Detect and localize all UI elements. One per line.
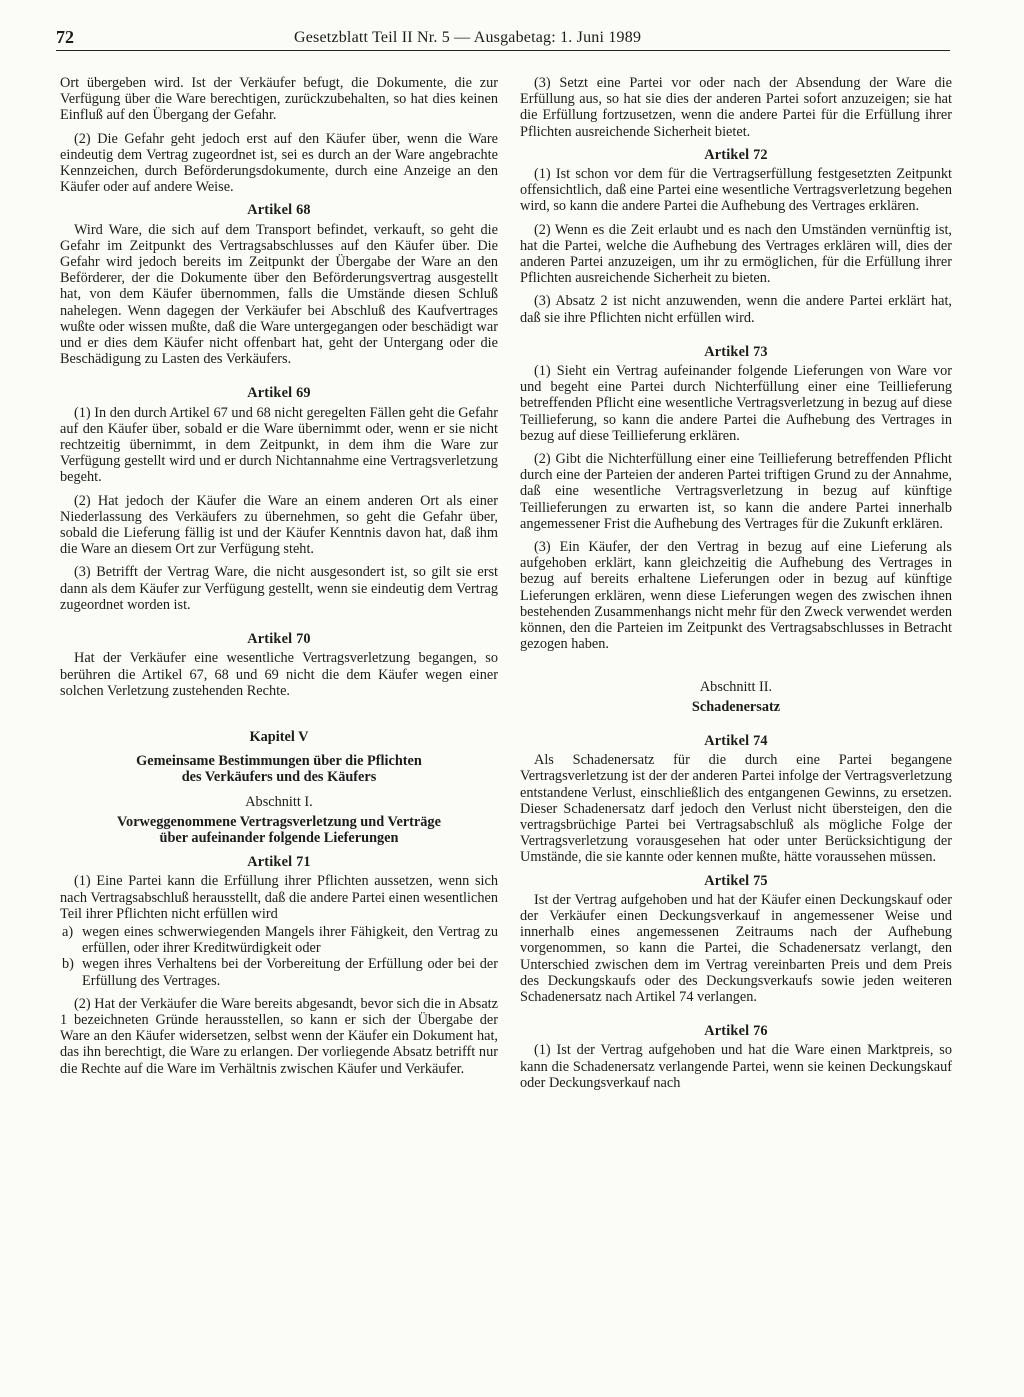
article-69-heading: Artikel 69 [247,385,311,402]
article-68-heading: Artikel 68 [247,202,311,219]
paragraph-art71-1: (1) Eine Partei kann die Erfüllung ihrer Pflichten aussetzen, wenn sich nach Vertragsabschluß herausstellt, daß die andere Partei einen wesentlichen Teil ihrer Pflichten nicht erfüllen wird [60,873,498,922]
section-1-heading: Abschnitt I. [245,793,313,810]
paragraph-art69-1: (1) In den durch Artikel 67 und 68 nicht geregelten Fällen geht die Gefahr auf den Käufer über, sobald er die Ware übernimmt oder, wenn er sie nicht rechtzeitig übernimmt, in dem Zeitpunkt, in dem ihm die Ware zur Verfügung gestellt wird und er durch Nichtannahme eine Vertragsverletzung begeht. [60,404,498,486]
section-2-title: Schadenersatz [691,698,781,715]
article-73-heading: Artikel 73 [704,343,768,360]
article-70-heading: Artikel 70 [247,631,311,648]
section-1-title-line-1: Vorweggenommene Vertragsverletzung und Verträge [117,813,441,830]
right-column [520,75,952,1098]
list-text-b: wegen ihres Verhaltens bei der Vorbereitung der Erfüllung oder bei der Erfüllung des Vertrages. [82,956,498,989]
article-76-heading: Artikel 76 [704,1023,768,1040]
paragraph-art74: Als Schadenersatz für die durch eine Partei begangene Vertragsverletzung ist der der anderen Partei infolge der Vertragsverletzung entstandene Verlust, einschließlich des entgangenen Gewinns, zu ersetzen. Dieser Schadenersatz darf jedoch den Verlust nicht übersteigen, den die vertragsbrüchige Partei bei Vertragsabschluß als mögliche Folge der Vertragsverletzung vorausgesehen hat oder unter Berücksichtigung der Umstände, die sie kannte oder kennen mußte, hätte voraussehen müssen. [520,752,952,866]
paragraph-art67-2: (2) Die Gefahr geht jedoch erst auf den Käufer über, wenn die Ware eindeutig dem Vertrag zugeordnet ist, sei es durch an der Ware angebrachte Kennzeichen, durch Beförderungsdokumente, durch eine Anzeige an den Käufer oder auf andere Weise. [60,130,498,196]
paragraph-art73-2: (2) Gibt die Nichterfüllung einer eine Teillieferung betreffenden Pflicht durch eine der Parteien der anderen Partei triftigen Grund zu der Annahme, daß eine wesentliche Vertragsverletzung in bezug auf künftige Teillieferungen zu erwarten ist, so kann die andere Partei innerhalb angemessener Frist die Aufhebung des Vertrages für die Zukunft erklären. [520,451,952,532]
paragraph-art71-2: (2) Hat der Verkäufer die Ware bereits abgesandt, bevor sich die in Absatz 1 bezeichneten Gründe herausstellen, so kann er sich der Übergabe der Ware an den Käufer widersetzen, selbst wenn der Käufer ein Dokument hat, das ihn berechtigt, die Ware zu erlangen. Der vorliegende Absatz betrifft nur die Rechte auf die Ware im Verhältnis zwischen Käufer und Verkäufer. [60,995,498,1077]
article-74-heading: Artikel 74 [704,732,768,749]
chapter-title [60,753,498,785]
chapter-title-line-1: Gemeinsame Bestimmungen über die Pflichten [136,753,422,770]
paragraph-art72-2: (2) Wenn es die Zeit erlaubt und es nach den Umständen vernünftig ist, hat die Partei, welche die Aufhebung des Vertrages erklären will, dies der anderen Partei anzuzeigen, um ihr zu ermöglichen, für die Erfüllung ihrer Pflichten ausreichende Sicherheit zu bieten. [520,221,952,287]
paragraph-art73-1: (1) Sieht ein Vertrag aufeinander folgende Lieferungen von Ware vor und begeht eine Partei durch Nichterfüllung einer eine Teillieferung betreffenden Pflicht eine wesentliche Vertragsverletzung in bezug auf diese Teillieferung, so kann die andere Partei die Aufhebung des Vertrages in bezug auf diese Teillieferung erklären. [520,363,952,444]
list-marker-a: a) [62,923,74,940]
paragraph-art69-2: (2) Hat jedoch der Käufer die Ware an einem anderen Ort als einer Niederlassung des Verkäufers zu übernehmen, so geht die Gefahr über, sobald die Lieferung fällig ist und der Käufer Kenntnis davon hat, daß ihm die Ware an diesem Ort zur Verfügung steht. [60,492,498,558]
section-1-title [60,814,498,846]
list-text-a: wegen eines schwerwiegenden Mangels ihrer Fähigkeit, den Vertrag zu erfüllen, oder ihrer Kreditwürdigkeit oder [82,923,498,957]
paragraph-art70: Hat der Verkäufer eine wesentliche Vertragsverletzung begangen, so berühren die Artikel 67, 68 und 69 nicht die dem Käufer wegen einer solchen Verletzung zustehenden Rechte. [60,650,498,699]
section-2-heading: Abschnitt II. [699,678,773,695]
paragraph-art73-3: (3) Ein Käufer, der den Vertrag in bezug auf eine Lieferung als aufgehoben erklärt, kann gleichzeitig die Aufhebung des Vertrages in bezug auf bereits erhaltene Lieferungen oder in bezug auf künftige Lieferungen erklären, wenn diese Lieferungen wegen des zwischen ihnen bestehenden Zusammenhangs nicht mehr für den Zweck verwendet werden können, den die Parteien im Zeitpunkt des Vertragsabschlusses in Betracht gezogen haben. [520,539,952,653]
paragraph-art72-1: (1) Ist schon vor dem für die Vertragserfüllung festgesetzten Zeitpunkt offensichtlich, daß eine Partei eine wesentliche Vertragsverletzung begehen wird, so kann die andere Partei die Aufhebung des Vertrages erklären. [520,166,952,215]
paragraph-art68: Wird Ware, die sich auf dem Transport befindet, verkauft, so geht die Gefahr im Zeitpunkt des Vertragsabschlusses auf den Käufer über. Die Gefahr wird jedoch bereits im Zeitpunkt der Übergabe der Ware an den Beförderer, der die Dokumente über den Beförderungsvertrag ausgestellt hat, von dem Käufer übernommen, falls die Umstände diesen Schluß nahelegen. Wenn dagegen der Verkäufer bei Abschluß des Kaufvertrages wußte oder wissen mußte, daß die Ware untergegangen oder beschädigt war und er dies dem Käufer nicht offenbart hat, geht der Untergang oder die Beschädigung zu Lasten des Verkäufers. [60,221,498,368]
header-title: Gesetzblatt Teil II Nr. 5 — Ausgabetag: 1. Juni 1989 [294,29,642,46]
article-75-heading: Artikel 75 [704,872,768,889]
article-72-heading: Artikel 72 [704,146,768,163]
paragraph-continuation: Ort übergeben wird. Ist der Verkäufer befugt, die Dokumente, die zur Verfügung über die Ware berechtigen, zurückzubehalten, so hat dies keinen Einfluß auf den Übergang der Gefahr. [60,75,498,124]
page-header [56,28,950,51]
section-1-title-line-2: über aufeinander folgende Lieferungen [159,829,399,846]
left-column [60,75,498,1084]
list-item-b [60,956,498,988]
paragraph-art76-1: (1) Ist der Vertrag aufgehoben und hat die Ware einen Marktpreis, so kann die Schadenersatz verlangende Partei, wenn sie keinen Deckungskauf oder Deckungsverkauf nach [520,1042,952,1091]
list-item-a [60,924,498,956]
paragraph-art75: Ist der Vertrag aufgehoben und hat der Käufer einen Deckungskauf oder der Verkäufer einen Deckungsverkauf in angemessener Weise und innerhalb eines angemessenen Zeitraums nach der Aufhebung vorgenommen, so kann die Partei, die Schadenersatz verlangt, den Unterschied zwischen dem im Vertrag vereinbarten Preis und dem Preis des Deckungskaufs oder des Deckungsverkaufs sowie jeden weiteren Schadenersatz nach Artikel 74 verlangen. [520,891,952,1005]
paragraph-art69-3: (3) Betrifft der Vertrag Ware, die nicht ausgesondert ist, so gilt sie erst dann als dem Käufer zur Verfügung gestellt, wenn sie eindeutig dem Vertrag zugeordnet worden ist. [60,564,498,613]
article-71-heading: Artikel 71 [247,854,311,871]
paragraph-art71-3: (3) Setzt eine Partei vor oder nach der Absendung der Ware die Erfüllung aus, so hat sie dies der anderen Partei sofort anzuzeigen; sie hat die Erfüllung fortzusetzen, wenn die andere Partei für die Erfüllung ihrer Pflichten ausreichende Sicherheit bietet. [520,75,952,140]
chapter-title-line-2: des Verkäufers und des Käufers [181,769,377,786]
paragraph-art72-3: (3) Absatz 2 ist nicht anzuwenden, wenn die andere Partei erklärt hat, daß sie ihre Pflichten nicht erfüllen wird. [520,293,952,326]
page-number: 72 [56,27,74,47]
list-marker-b: b) [62,956,74,973]
chapter-heading: Kapitel V [249,728,309,745]
